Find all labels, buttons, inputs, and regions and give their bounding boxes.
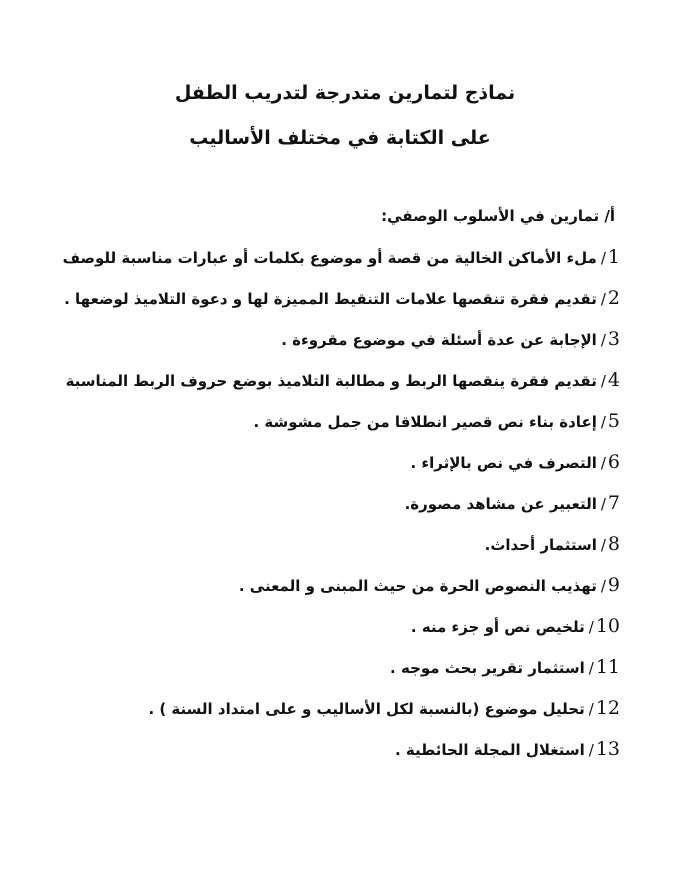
item-separator: / xyxy=(588,659,594,677)
list-item-2 xyxy=(64,283,620,313)
list-item-3 xyxy=(281,324,620,354)
item-separator: / xyxy=(600,536,606,554)
item-number: 4 xyxy=(607,369,620,391)
list-item-13 xyxy=(395,734,620,764)
list-item-10 xyxy=(411,611,620,641)
item-text: التعبير عن مشاهد مصورة. xyxy=(404,495,597,513)
item-separator: / xyxy=(588,618,594,636)
item-number: 5 xyxy=(607,410,620,432)
list-item-7 xyxy=(405,488,620,518)
item-number: 6 xyxy=(607,451,620,473)
list-item-11 xyxy=(390,652,620,682)
item-number: 8 xyxy=(607,533,620,555)
document-title-line-2: على الكتابة في مختلف الأساليب xyxy=(189,127,491,149)
item-text: استثمار أحداث. xyxy=(484,536,597,554)
item-separator: / xyxy=(600,577,606,595)
item-number: 11 xyxy=(595,656,620,678)
item-text: تهذيب النصوص الحرة من حيث المبنى و المعنى . xyxy=(238,577,597,595)
list-item-12 xyxy=(148,693,620,723)
item-separator: / xyxy=(600,372,606,390)
item-number: 2 xyxy=(607,287,620,309)
item-text: ملء الأماكن الخالية من قصة أو موضوع بكلمات أو عبارات مناسبة للوصف xyxy=(62,249,597,267)
item-separator: / xyxy=(600,413,606,431)
item-separator: / xyxy=(600,331,606,349)
list-item-8 xyxy=(485,529,620,559)
item-text: التصرف في نص بالإثراء . xyxy=(410,454,597,472)
item-text: تقديم فقرة تنقصها علامات التنقيط المميزة لها و دعوة التلاميذ لوضعها . xyxy=(64,290,597,308)
item-text: تلخيص نص أو جزء منه . xyxy=(410,618,585,636)
item-separator: / xyxy=(588,700,594,718)
list-item-5 xyxy=(254,406,621,436)
section-heading: أ/ تمارين في الأسلوب الوصفي: xyxy=(381,207,615,225)
item-number: 3 xyxy=(607,328,620,350)
item-text: إعادة بناء نص قصير انطلاقا من جمل مشوشة . xyxy=(253,413,597,431)
item-separator: / xyxy=(600,454,606,472)
item-text: تقديم فقرة ينقصها الربط و مطالبة التلاميذ بوضع حروف الربط المناسبة xyxy=(65,372,597,390)
document-title-line-1: نماذج لتمارين متدرجة لتدريب الطفل xyxy=(174,82,516,104)
item-number: 1 xyxy=(607,246,620,268)
item-separator: / xyxy=(600,249,606,267)
item-text: استغلال المجلة الحائطية . xyxy=(394,741,585,759)
item-text: استثمار تقرير بحث موجه . xyxy=(390,659,585,677)
item-separator: / xyxy=(588,741,594,759)
list-item-1 xyxy=(63,242,620,272)
item-number: 9 xyxy=(607,574,620,596)
item-number: 10 xyxy=(595,615,620,637)
list-item-4 xyxy=(66,365,620,395)
item-text: الإجابة عن عدة أسئلة في موضوع مقروءة . xyxy=(281,331,597,349)
list-item-9 xyxy=(239,570,620,600)
item-separator: / xyxy=(600,495,606,513)
item-separator: / xyxy=(600,290,606,308)
item-text: تحليل موضوع (بالنسبة لكل الأساليب و على امتداد السنة ) . xyxy=(148,700,585,718)
item-number: 12 xyxy=(595,697,620,719)
list-item-6 xyxy=(411,447,620,477)
item-number: 7 xyxy=(607,492,620,514)
item-number: 13 xyxy=(595,738,620,760)
